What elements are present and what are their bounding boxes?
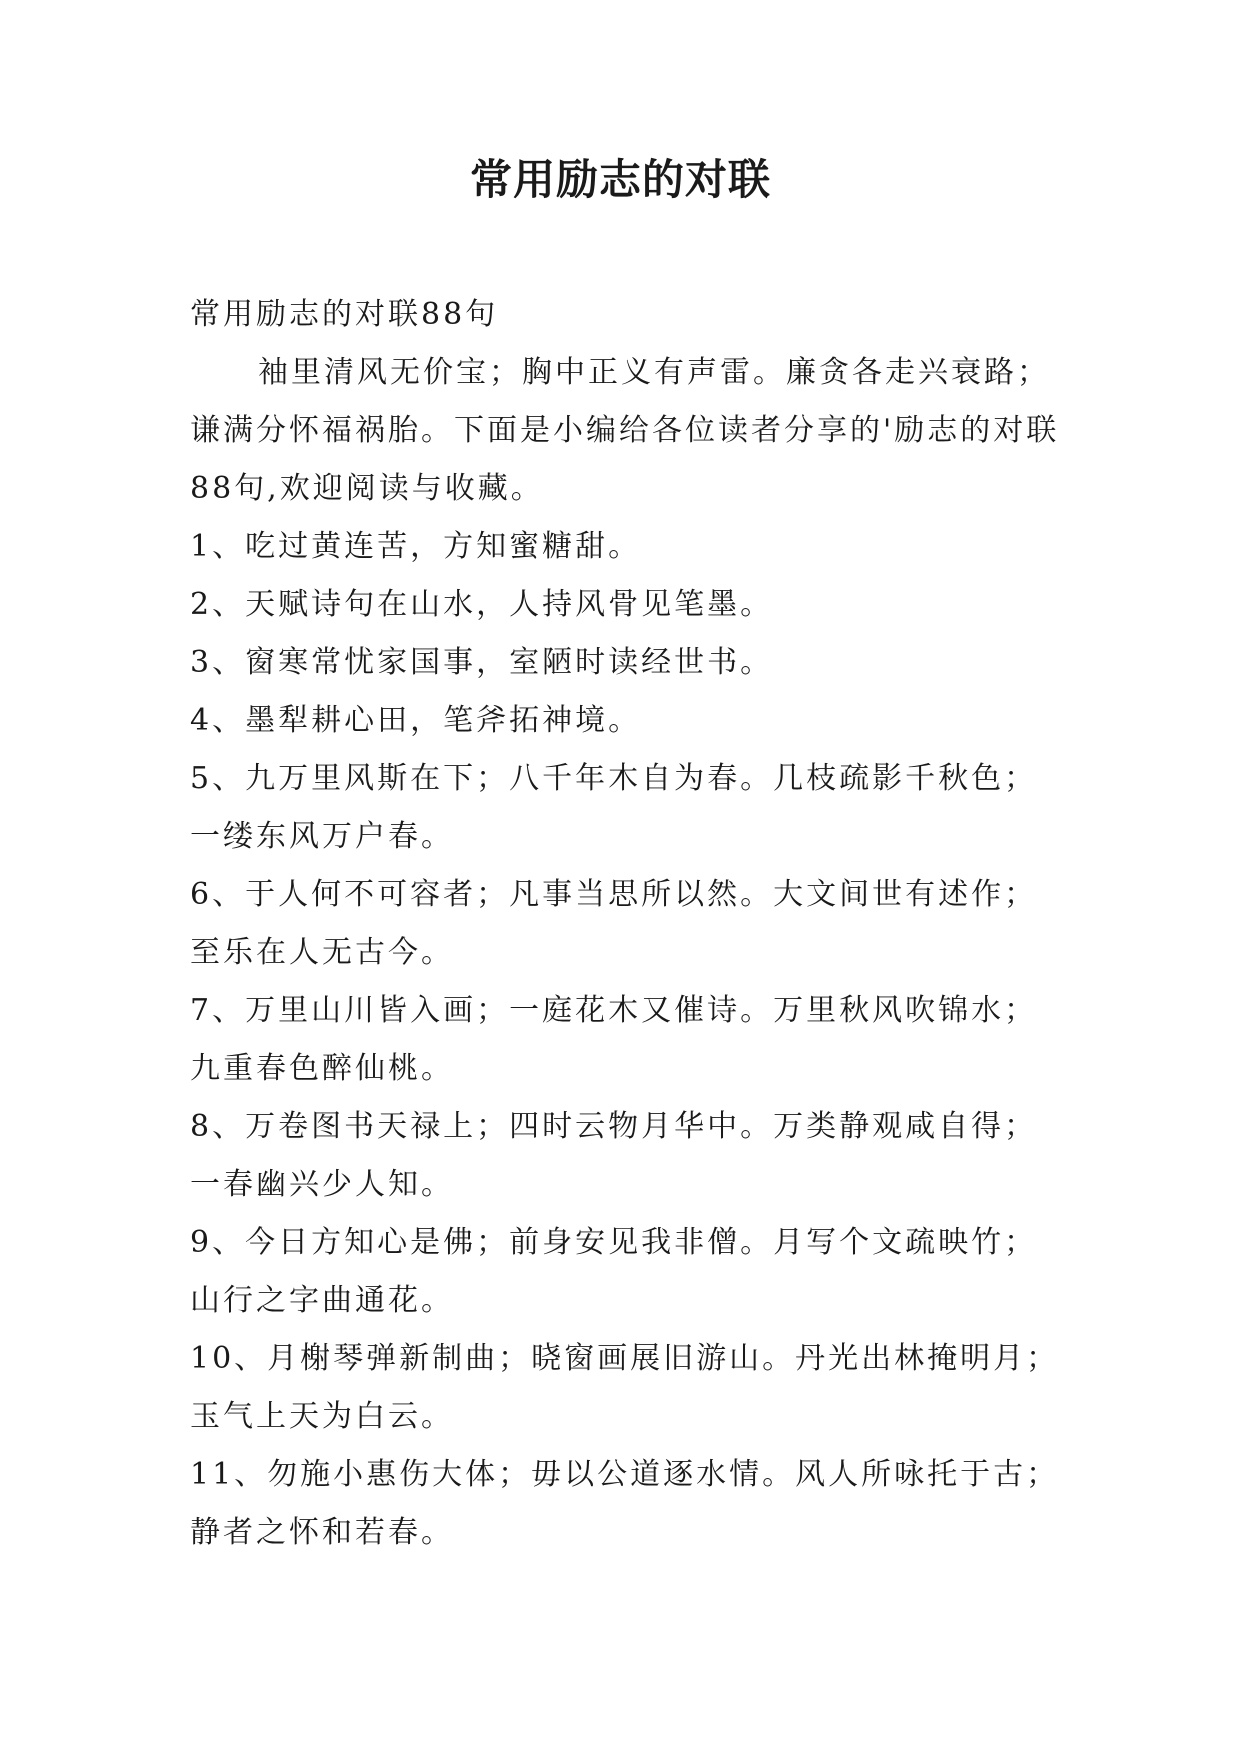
list-item: 3、窗寒常忧家国事，室陋时读经世书。 <box>190 645 774 680</box>
list-item: 11、勿施小惠伤大体；毋以公道逐水情。风人所咏托于古；静者之怀和若春。 <box>190 1457 1060 1550</box>
list-item: 10、月榭琴弹新制曲；晓窗画展旧游山。丹光出林掩明月；玉气上天为白云。 <box>190 1341 1060 1434</box>
list-item: 8、万卷图书天禄上；四时云物月华中。万类静观咸自得；一春幽兴少人知。 <box>190 1109 1038 1202</box>
document-title: 常用励志的对联 <box>469 155 771 204</box>
list-item: 5、九万里风斯在下；八千年木自为春。几枝疏影千秋色；一缕东风万户春。 <box>190 761 1038 854</box>
list-item: 1、吃过黄连苦，方知蜜糖甜。 <box>190 529 642 564</box>
list-item: 7、万里山川皆入画；一庭花木又催诗。万里秋风吹锦水；九重春色醉仙桃。 <box>190 993 1038 1086</box>
list-item: 9、今日方知心是佛；前身安见我非僧。月写个文疏映竹；山行之字曲通花。 <box>190 1225 1038 1318</box>
subtitle-line: 常用励志的对联88句 <box>190 297 499 332</box>
list-item: 4、墨犁耕心田，笔斧拓神境。 <box>190 703 642 738</box>
list-item: 6、于人何不可容者；凡事当思所以然。大文间世有述作；至乐在人无古今。 <box>190 877 1038 970</box>
document-body <box>190 286 1070 1562</box>
list-item: 2、天赋诗句在山水，人持风骨见笔墨。 <box>190 587 774 622</box>
intro-paragraph: 袖里清风无价宝；胸中正义有声雷。廉贪各走兴衰路；谦满分怀福祸胎。下面是小编给各位读者分享的'励志的对联88句,欢迎阅读与收藏。 <box>190 355 1060 506</box>
